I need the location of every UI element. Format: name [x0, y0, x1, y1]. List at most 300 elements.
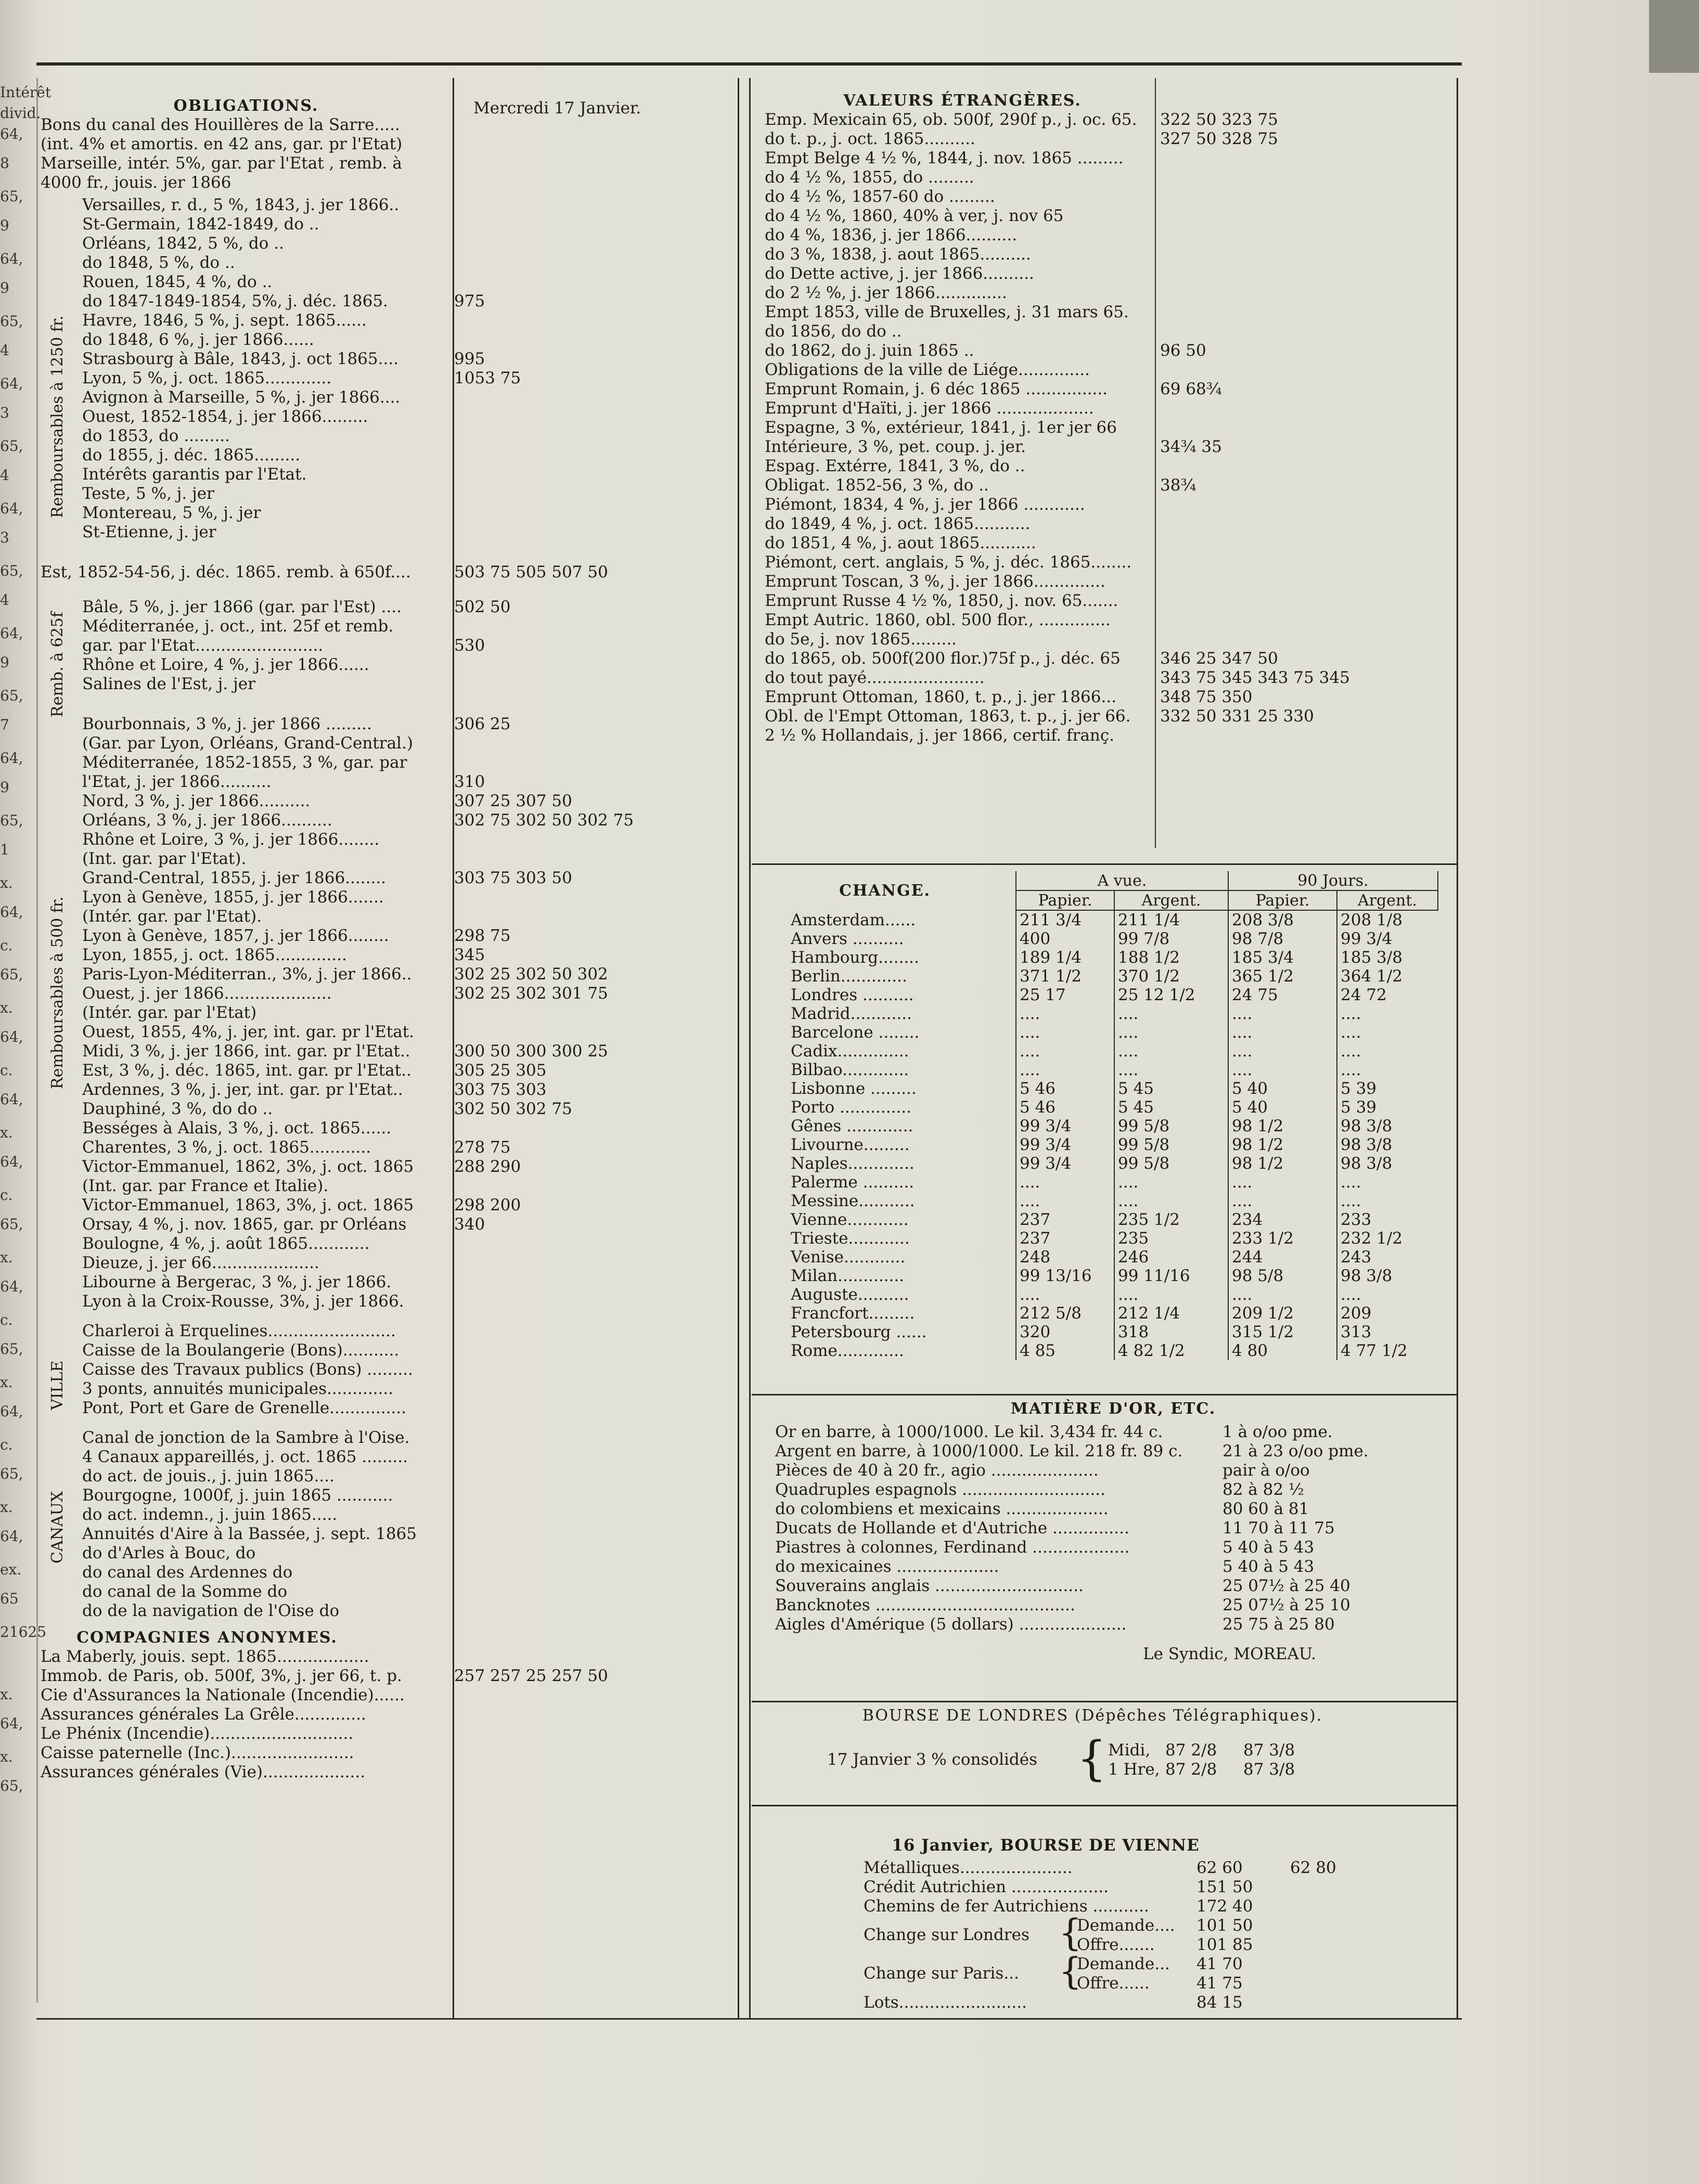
change-value: 99 3/4 [1016, 1135, 1114, 1154]
valeur-label: Emprunt d'Haïti, j. jer 1866 ................... [765, 399, 1094, 418]
canal-line: Bons du canal des Houillères de la Sarre..... [41, 115, 400, 134]
valeur-row [765, 283, 1451, 303]
matiere-label: do mexicaines .................... [775, 1557, 999, 1576]
valeur-label: Espagne, 3 %, extérieur, 1841, j. 1er jer 66 [765, 418, 1117, 437]
matiere-row [775, 1423, 1451, 1442]
obligation-row [82, 1003, 732, 1023]
vienne-value: 62 80 [1290, 1858, 1336, 1877]
change-city: Vienne............ [791, 1210, 909, 1229]
change-row [754, 1192, 1438, 1210]
valeur-row [765, 649, 1451, 668]
vienne-title: 16 Janvier, BOURSE DE VIENNE [892, 1836, 1200, 1855]
change-city: Auguste.......... [791, 1285, 909, 1304]
ville-label: VILLE [48, 1360, 67, 1410]
obligation-label: Orléans, 1842, 5 %, do .. [82, 234, 284, 253]
obligation-value: 995 [454, 350, 485, 368]
change-row [754, 1341, 1438, 1360]
edge-fragment: c. 65, [0, 937, 23, 983]
edge-fragment: x. 64, [0, 874, 23, 921]
obligation-row [82, 1119, 732, 1138]
change-value: .... [1114, 1173, 1228, 1192]
valeur-row [765, 168, 1451, 187]
change-row [754, 1023, 1438, 1042]
change-value: .... [1016, 1173, 1114, 1192]
obligation-label: Charentes, 3 %, j. oct. 1865............ [82, 1138, 371, 1157]
valeur-row [765, 611, 1451, 630]
obligation-label: Bâle, 5 %, j. jer 1866 (gar. par l'Est) .... [82, 598, 402, 616]
valeur-row [765, 399, 1451, 418]
change-value: .... [1114, 1023, 1228, 1042]
argent-header-2: Argent. [1337, 890, 1438, 910]
ville-rows [82, 1322, 732, 1418]
group-625-label: Remb. à 625f [48, 612, 67, 717]
change-value: 248 [1016, 1248, 1114, 1267]
group-625 [41, 598, 732, 717]
change-value: 98 3/8 [1337, 1154, 1438, 1173]
ville-line: Charleroi à Erquelines......................... [82, 1322, 396, 1340]
obligation-label: Est, 3 %, j. déc. 1865, int. gar. pr l'Etat.. [82, 1061, 411, 1080]
valeur-row [765, 149, 1451, 168]
obligation-label: (Int. gar. par France et Italie). [82, 1177, 329, 1195]
change-value: .... [1337, 1285, 1438, 1304]
matiere-label: Quadruples espagnols ............................ [775, 1480, 1106, 1499]
obligation-value: 288 290 [454, 1157, 521, 1176]
change-value: .... [1114, 1061, 1228, 1079]
valeur-row [765, 341, 1451, 360]
valeurs-title: VALEURS ÉTRANGÈRES. [843, 92, 1082, 110]
londres-title: BOURSE DE LONDRES (Dépêches Télégraphiques). [862, 1707, 1323, 1725]
obligation-label: Lyon, 5 %, j. oct. 1865............. [82, 369, 332, 387]
obligation-row [82, 196, 732, 215]
syndic-signature: Le Syndic, MOREAU. [1143, 1645, 1316, 1663]
valeur-row [765, 572, 1451, 591]
obligation-label: Versailles, r. d., 5 %, 1843, j. jer 1866.. [82, 196, 400, 214]
matiere-label: do colombiens et mexicains .................... [775, 1500, 1109, 1518]
vienne-paris-rows [1077, 1955, 1285, 1993]
vienne-label: Chemins de fer Autrichiens ........... [864, 1897, 1149, 1916]
valeur-label: Obligations de la ville de Liége.............. [765, 360, 1090, 379]
obligation-row [82, 1177, 732, 1196]
obligation-row [82, 926, 732, 946]
compagnies-rows [41, 1647, 732, 1782]
compagnie-row [41, 1647, 732, 1666]
change-value: 5 39 [1337, 1098, 1438, 1117]
obligation-label: Ouest, 1855, 4%, j. jer, int. gar. pr l'Etat. [82, 1023, 415, 1041]
obligation-row [82, 446, 732, 465]
change-top-rule [752, 863, 1457, 865]
obligation-label: Méditerranée, 1852-1855, 3 %, gar. par [82, 753, 407, 772]
obligation-label: Havre, 1846, 5 %, j. sept. 1865...... [82, 311, 367, 330]
edge-fragment: Intérêt [0, 84, 52, 101]
change-row [754, 1061, 1438, 1079]
obligation-label: Dieuze, j. jer 66..................... [82, 1253, 319, 1272]
matiere-label: Or en barre, à 1000/1000. Le kil. 3,434 fr. 44 c. [775, 1423, 1163, 1441]
obligation-label: do 1848, 5 %, do .. [82, 253, 235, 272]
change-row [754, 948, 1438, 967]
change-value: 98 1/2 [1228, 1117, 1337, 1135]
change-value: 185 3/4 [1228, 948, 1337, 967]
change-value: 209 1/2 [1228, 1304, 1337, 1323]
valeur-row [765, 688, 1451, 707]
change-value: 315 1/2 [1228, 1323, 1337, 1341]
change-row [754, 1248, 1438, 1267]
group-1250-label: Remboursables à 1250 fr. [48, 315, 67, 518]
obligation-label: Grand-Central, 1855, j. jer 1866........ [82, 869, 387, 887]
change-value: .... [1228, 1042, 1337, 1061]
change-row [754, 1304, 1438, 1323]
obligation-row [82, 523, 732, 542]
change-value: 98 7/8 [1228, 929, 1337, 948]
group-1250 [41, 196, 732, 542]
obligation-label: Méditerranée, j. oct., int. 25f et remb. [82, 617, 394, 636]
change-value: 99 13/16 [1016, 1267, 1114, 1285]
change-value: 365 1/2 [1228, 967, 1337, 986]
change-value: 318 [1114, 1323, 1228, 1341]
londres-brace: { [1077, 1731, 1107, 1786]
ville-line: Caisse des Travaux publics (Bons) ......... [82, 1360, 414, 1379]
obligation-label: Victor-Emmanuel, 1863, 3%, j. oct. 1865 [82, 1196, 414, 1214]
change-city: Venise............ [791, 1248, 906, 1267]
obligation-label: Salines de l'Est, j. jer [82, 675, 255, 693]
edge-fragment: x. 65, [0, 1748, 23, 1794]
obligation-label: Avignon à Marseille, 5 %, j. jer 1866.... [82, 388, 401, 407]
matiere-value: 11 70 à 11 75 [1222, 1519, 1335, 1537]
change-value: 246 [1114, 1248, 1228, 1267]
canal-line: Bourgogne, 1000f, j. juin 1865 ........... [82, 1486, 393, 1505]
group-500-label: Remboursables à 500 fr. [48, 896, 67, 1089]
change-value: .... [1228, 1173, 1337, 1192]
top-rule [36, 62, 1462, 66]
valeur-row [765, 591, 1451, 611]
obligation-row [82, 465, 732, 484]
obligation-value: 302 25 302 301 75 [454, 984, 608, 1003]
londres-time: 1 Hre, [1108, 1760, 1160, 1779]
vienne-row [864, 1858, 1436, 1878]
change-city: Messine........... [791, 1192, 915, 1210]
group-625-rows [82, 598, 732, 694]
change-value: .... [1114, 1285, 1228, 1304]
change-row [754, 929, 1438, 948]
valeur-row [765, 553, 1451, 572]
change-row [754, 967, 1438, 986]
change-value: 98 1/2 [1228, 1154, 1337, 1173]
edge-fragment: c. 65, [0, 1436, 23, 1482]
vienne-rows [864, 1858, 1436, 1916]
obligation-label: (Intér. gar. par l'Etat) [82, 1003, 257, 1022]
canaux-group [41, 1428, 732, 1621]
obligation-row [82, 636, 732, 655]
valeur-label: do 4 %, 1836, j. jer 1866.......... [765, 226, 1018, 244]
obligation-row [82, 655, 732, 675]
change-city: Londres .......... [791, 986, 914, 1004]
matiere-value: 80 60 à 81 [1222, 1500, 1309, 1518]
obligation-row [82, 715, 732, 734]
change-row [754, 910, 1438, 929]
valeur-row [765, 457, 1451, 476]
change-row [754, 1098, 1438, 1117]
change-value: .... [1337, 1173, 1438, 1192]
change-value: 5 45 [1114, 1098, 1228, 1117]
change-value: 244 [1228, 1248, 1337, 1267]
edge-fragment: 21625 [0, 1623, 47, 1640]
change-value: .... [1337, 1042, 1438, 1061]
valeur-row [765, 226, 1451, 245]
change-city: Gênes ............. [791, 1117, 913, 1135]
obligation-row [82, 1196, 732, 1215]
valeur-label: Espag. Extérre, 1841, 3 %, do .. [765, 457, 1025, 475]
matiere-title: MATIÈRE D'OR, ETC. [1010, 1400, 1216, 1418]
change-value: 235 1/2 [1114, 1210, 1228, 1229]
matiere-label: Argent en barre, à 1000/1000. Le kil. 218 fr. 89 c. [775, 1442, 1183, 1461]
obligation-row [82, 1292, 732, 1311]
vienne-change-value: 41 70 [1196, 1955, 1243, 1973]
canal-line: do canal des Ardennes do [82, 1563, 293, 1582]
valeur-value: 96 50 [1160, 341, 1206, 360]
valeur-label: do tout payé....................... [765, 668, 985, 687]
valeur-label: Obligat. 1852-56, 3 %, do .. [765, 476, 989, 495]
valeur-label: 2 ½ % Hollandais, j. jer 1866, certif. franç. [765, 726, 1115, 745]
change-value: 5 40 [1228, 1098, 1337, 1117]
vienne-change-label: Demande... [1077, 1955, 1170, 1973]
change-row [754, 986, 1438, 1004]
change-city: Livourne......... [791, 1135, 910, 1154]
edge-fragment: x. 64, [0, 1686, 23, 1732]
change-row [754, 1079, 1438, 1098]
valeur-value: 348 75 350 [1160, 688, 1253, 706]
valeur-row [765, 360, 1451, 380]
compagnie-row [41, 1666, 732, 1686]
vienne-value: 151 50 [1196, 1878, 1253, 1896]
change-row [754, 1154, 1438, 1173]
obligation-label: do 1848, 6 %, j. jer 1866...... [82, 330, 314, 349]
change-value: .... [1337, 1061, 1438, 1079]
edge-fragment: ex. 65 [0, 1561, 22, 1607]
change-value: 99 3/4 [1337, 929, 1438, 948]
compagnie-label: Le Phénix (Incendie)............................ [41, 1724, 354, 1743]
obligation-row [82, 965, 732, 984]
obligation-label: Ardennes, 3 %, j. jer, int. gar. pr l'Etat.. [82, 1080, 403, 1099]
change-value: 232 1/2 [1337, 1229, 1438, 1248]
bottom-rule [36, 2018, 1462, 2020]
right-rule [1457, 78, 1458, 2018]
valeur-label: Empt 1853, ville de Bruxelles, j. 31 mars 65. [765, 303, 1129, 321]
matiere-value: 1 à o/oo pme. [1222, 1423, 1333, 1441]
obligation-value: 310 [454, 772, 485, 791]
matiere-row [775, 1615, 1451, 1634]
change-value: 24 72 [1337, 986, 1438, 1004]
edge-fragment: 64, 8 [0, 125, 23, 172]
vienne-change-row [1077, 1974, 1285, 1993]
change-city: Petersbourg ...... [791, 1323, 927, 1341]
change-value: 99 5/8 [1114, 1135, 1228, 1154]
obligation-label: gar. par l'Etat......................... [82, 636, 324, 655]
change-value: 235 [1114, 1229, 1228, 1248]
change-value: 185 3/8 [1337, 948, 1438, 967]
valeur-row [765, 707, 1451, 726]
change-row [754, 1135, 1438, 1154]
change-value: 99 5/8 [1114, 1154, 1228, 1173]
obligation-label: Lyon à la Croix-Rousse, 3%, j. jer 1866. [82, 1292, 404, 1311]
matiere-value: 82 à 82 ½ [1222, 1480, 1304, 1499]
change-value: .... [1228, 1023, 1337, 1042]
group-500-rows [82, 715, 732, 1311]
valeur-label: Emprunt Ottoman, 1860, t. p., j. jer 1866... [765, 688, 1117, 706]
obligation-label: Rouen, 1845, 4 %, do .. [82, 273, 273, 291]
obligation-label: (Intér. gar. par l'Etat). [82, 907, 262, 926]
obligations-column [41, 96, 732, 1782]
compagnie-row [41, 1705, 732, 1724]
obligations-title: OBLIGATIONS. [173, 97, 319, 115]
matiere-label: Ducats de Hollande et d'Autriche ............... [775, 1519, 1129, 1537]
change-city: Lisbonne ......... [791, 1079, 917, 1098]
obligation-label: do 1853, do ......... [82, 427, 230, 445]
valeur-row [765, 495, 1451, 514]
edge-fragment: 64, 9 [0, 250, 23, 296]
obligation-label: Dauphiné, 3 %, do do .. [82, 1100, 273, 1118]
change-value: 5 46 [1016, 1098, 1114, 1117]
page-tab-edge [1649, 0, 1699, 73]
change-city: Anvers .......... [791, 929, 904, 948]
matiere-row [775, 1538, 1451, 1557]
change-value: .... [1337, 1023, 1438, 1042]
change-body [754, 910, 1438, 1360]
compagnie-label: Assurances générales La Grêle.............. [41, 1705, 366, 1724]
matiere-row [775, 1500, 1451, 1519]
obligation-value: 502 50 [454, 598, 511, 616]
valeur-row [765, 303, 1451, 322]
obligation-label: Victor-Emmanuel, 1862, 3%, j. oct. 1865 [82, 1157, 414, 1176]
vienne-label: Crédit Autrichien ................... [864, 1878, 1109, 1896]
obligation-row [82, 1253, 732, 1273]
obligation-row [82, 1234, 732, 1253]
obligation-row [82, 1157, 732, 1177]
obligation-row [82, 1023, 732, 1042]
est-value: 503 75 505 507 50 [454, 563, 608, 581]
change-city: Palerme .......... [791, 1173, 915, 1192]
obligation-label: St-Germain, 1842-1849, do .. [82, 215, 319, 234]
vienne-londres-rows [1077, 1916, 1285, 1955]
valeur-label: do 1856, do do .. [765, 322, 902, 341]
obligation-row [82, 1215, 732, 1234]
vienne-change-row [1077, 1935, 1285, 1955]
valeur-value: 332 50 331 25 330 [1160, 707, 1314, 726]
change-value: .... [1228, 1061, 1337, 1079]
obligation-row [82, 330, 732, 350]
obligation-row [82, 1138, 732, 1157]
edge-fragment: x. 64, [0, 999, 23, 1045]
matiere-rows [775, 1423, 1451, 1634]
change-value: 25 12 1/2 [1114, 986, 1228, 1004]
edge-fragment: divid. [0, 105, 41, 122]
obligation-row [82, 1273, 732, 1292]
column-rule-3 [749, 78, 751, 2018]
vienne-change-value: 41 75 [1196, 1974, 1243, 1993]
londres-time: Midi, [1108, 1741, 1151, 1760]
valeur-row [765, 476, 1451, 495]
change-value: 400 [1016, 929, 1114, 948]
edge-fragment: 64, 3 [0, 375, 23, 421]
est-row [41, 563, 732, 582]
valeur-value: 69 68¾ [1160, 380, 1222, 398]
change-value: .... [1016, 1061, 1114, 1079]
obligation-label: Lyon à Genève, 1855, j. jer 1866....... [82, 888, 384, 907]
valeur-value: 322 50 323 75 [1160, 110, 1278, 129]
edge-fragment: 65, 4 [0, 313, 23, 359]
compagnie-label: Caisse paternelle (Inc.)........................ [41, 1743, 354, 1762]
change-row [754, 1323, 1438, 1341]
valeur-row [765, 187, 1451, 206]
matiere-row [775, 1461, 1451, 1480]
edge-fragment: x. 64, [0, 1374, 23, 1420]
change-value: .... [1016, 1042, 1114, 1061]
obligation-label: Lyon, 1855, j. oct. 1865.............. [82, 946, 347, 964]
vienne-top-rule [752, 1805, 1457, 1806]
obligation-row [82, 215, 732, 234]
obligation-value: 305 25 305 [454, 1061, 547, 1080]
change-value: .... [1228, 1285, 1337, 1304]
change-city: Milan............. [791, 1267, 905, 1285]
vienne-change-row [1077, 1955, 1285, 1974]
change-city: Madrid............ [791, 1004, 912, 1023]
matiere-value: 5 40 à 5 43 [1222, 1557, 1315, 1576]
valeur-row [765, 418, 1451, 437]
vienne-paris-brace: { [1059, 1950, 1082, 1993]
vienne-row [864, 1897, 1436, 1916]
obligation-row [82, 946, 732, 965]
change-value: 99 3/4 [1016, 1154, 1114, 1173]
change-value: 208 1/8 [1337, 910, 1438, 929]
lots-value: 84 15 [1196, 1993, 1243, 2012]
obligation-value: 298 200 [454, 1196, 521, 1214]
change-value: 371 1/2 [1016, 967, 1114, 986]
change-value: .... [1228, 1004, 1337, 1023]
change-city: Amsterdam...... [791, 910, 916, 929]
obligation-row [82, 830, 732, 849]
vienne-row [864, 1878, 1436, 1897]
change-value: 99 3/4 [1016, 1117, 1114, 1135]
change-city: Porto .............. [791, 1098, 912, 1117]
vienne-paris [864, 1950, 1436, 1993]
valeur-label: do 1865, ob. 500f(200 flor.)75f p., j. déc. 65 [765, 649, 1121, 668]
matiere-label: Aigles d'Amérique (5 dollars) ..................... [775, 1615, 1127, 1634]
obligation-row [82, 811, 732, 830]
londres-section [765, 1706, 1451, 1788]
date-header: Mercredi 17 Janvier. [473, 99, 641, 118]
change-value: .... [1016, 1192, 1114, 1210]
ville-line: 3 ponts, annuités municipales............. [82, 1379, 394, 1398]
obligation-row [82, 388, 732, 407]
valeur-row [765, 322, 1451, 341]
obligation-label: Ouest, 1852-1854, j. jer 1866......... [82, 407, 368, 426]
change-value: 188 1/2 [1114, 948, 1228, 967]
avue-header: A vue. [1016, 871, 1228, 890]
obligation-label: (Int. gar. par l'Etat). [82, 849, 247, 868]
edge-fragment: 65, 1 [0, 812, 23, 858]
edge-fragment: 65, 7 [0, 687, 23, 733]
change-value: 4 77 1/2 [1337, 1341, 1438, 1360]
change-table [754, 871, 1438, 1360]
vienne-change-value: 101 85 [1196, 1935, 1253, 1954]
change-city: Berlin............. [791, 967, 907, 986]
vienne-change-label: Offre...... [1077, 1974, 1150, 1993]
londres-value: 87 2/8 [1165, 1741, 1217, 1760]
change-value: .... [1228, 1192, 1337, 1210]
edge-fragment: x. 64, [0, 1498, 23, 1545]
obligation-row [82, 617, 732, 636]
change-value: 211 1/4 [1114, 910, 1228, 929]
obligation-row [82, 772, 732, 792]
obligation-value: 300 50 300 300 25 [454, 1042, 608, 1061]
